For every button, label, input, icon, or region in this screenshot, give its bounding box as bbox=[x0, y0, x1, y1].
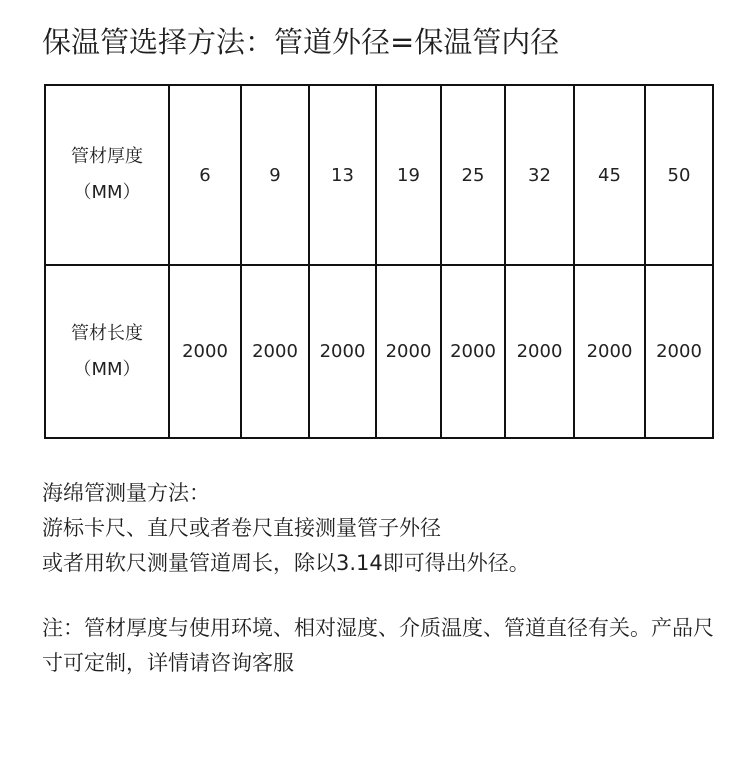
table-cell: 2000 bbox=[241, 265, 309, 438]
row-header-unit: （MM） bbox=[73, 182, 141, 203]
row-header-thickness bbox=[45, 85, 169, 265]
table-row-length bbox=[45, 265, 713, 438]
notes-section bbox=[42, 476, 722, 681]
table-cell: 2000 bbox=[309, 265, 376, 438]
measure-method-line: 或者用软尺测量管道周长，除以3.14即可得出外径。 bbox=[42, 551, 530, 575]
measure-method-line: 游标卡尺、直尺或者卷尺直接测量管子外径 bbox=[42, 516, 441, 540]
row-header-label: 管材厚度 bbox=[71, 146, 143, 167]
row-header-length bbox=[45, 265, 169, 438]
table-cell: 2000 bbox=[645, 265, 713, 438]
spec-table bbox=[44, 84, 714, 439]
table-cell: 2000 bbox=[505, 265, 574, 438]
table-cell: 19 bbox=[376, 85, 441, 265]
table-cell: 32 bbox=[505, 85, 574, 265]
table-cell: 2000 bbox=[376, 265, 441, 438]
row-header-label: 管材长度 bbox=[71, 322, 143, 344]
table-cell: 13 bbox=[309, 85, 376, 265]
table-cell: 2000 bbox=[441, 265, 505, 438]
measure-method-title: 海绵管测量方法： bbox=[42, 481, 210, 505]
row-header-unit: （MM） bbox=[73, 358, 141, 380]
table-cell: 45 bbox=[574, 85, 645, 265]
table-cell: 9 bbox=[241, 85, 309, 265]
table-cell: 6 bbox=[169, 85, 241, 265]
remark-text: 注：管材厚度与使用环境、相对湿度、介质温度、管道直径有关。产品尺寸可定制，详情请咨询客服 bbox=[42, 616, 714, 675]
table-cell: 2000 bbox=[169, 265, 241, 438]
table-cell: 25 bbox=[441, 85, 505, 265]
table-cell: 50 bbox=[645, 85, 713, 265]
table-row-thickness bbox=[45, 85, 713, 265]
table-cell: 2000 bbox=[574, 265, 645, 438]
spacer bbox=[42, 581, 722, 611]
page-title: 保温管选择方法：管道外径=保温管内径 bbox=[42, 25, 560, 59]
